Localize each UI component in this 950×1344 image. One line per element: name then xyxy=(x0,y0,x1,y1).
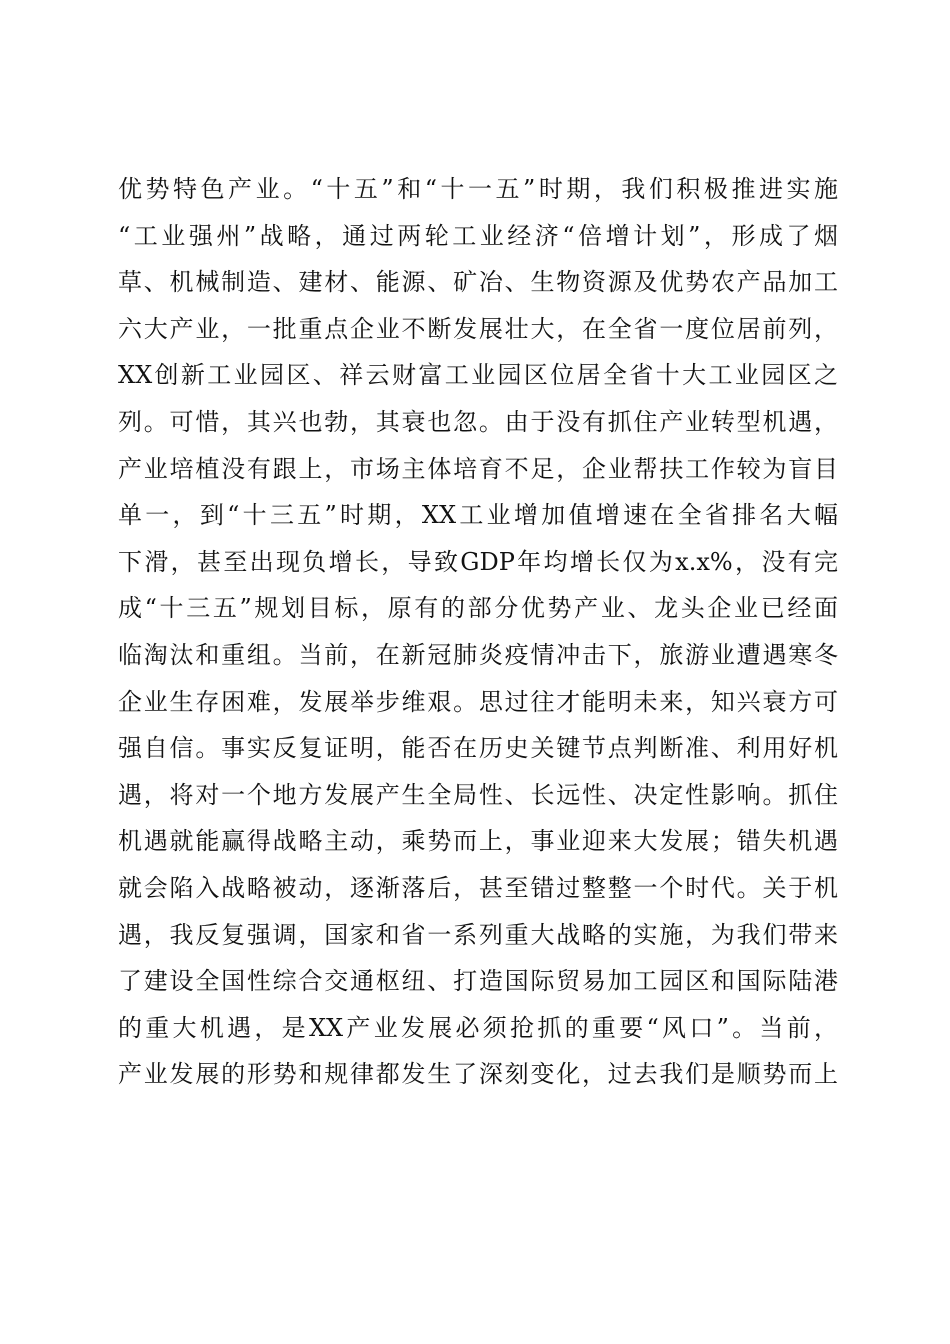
text-line: 产业发展的形势和规律都发生了深刻变化，过去我们是顺势而上 xyxy=(118,1060,838,1089)
text-line: 草、机械制造、建材、能源、矿冶、生物资源及优势农产品加工 xyxy=(118,268,838,297)
text-line: 企业生存困难，发展举步维艰。思过往才能明未来，知兴衰方可 xyxy=(118,687,838,716)
text-line: 产业培植没有跟上，市场主体培育不足，企业帮扶工作较为盲目 xyxy=(118,454,838,483)
text-line: 成“十三五”规划目标，原有的部分优势产业、龙头企业已经面 xyxy=(118,594,838,623)
text-line: 六大产业，一批重点企业不断发展壮大，在全省一度位居前列， xyxy=(118,314,838,343)
text-line: 遇，我反复强调，国家和省一系列重大战略的实施，为我们带来 xyxy=(118,920,838,949)
text-line: “工业强州”战略，通过两轮工业经济“倍增计划”，形成了烟 xyxy=(118,221,838,250)
text-line: 机遇就能赢得战略主动，乘势而上，事业迎来大发展；错失机遇 xyxy=(118,827,838,856)
text-line: 遇，将对一个地方发展产生全局性、长远性、决定性影响。抓住 xyxy=(118,780,838,809)
text-line: 下滑，甚至出现负增长，导致GDP年均增长仅为x.x%，没有完 xyxy=(118,547,838,576)
text-line: 就会陷入战略被动，逐渐落后，甚至错过整整一个时代。关于机 xyxy=(118,873,838,902)
text-line: 的重大机遇，是XX产业发展必须抢抓的重要“风口”。当前， xyxy=(118,1013,838,1042)
text-line: 强自信。事实反复证明，能否在历史关键节点判断准、利用好机 xyxy=(118,734,838,763)
text-line: 临淘汰和重组。当前，在新冠肺炎疫情冲击下，旅游业遭遇寒冬 xyxy=(118,640,838,669)
text-line: XX创新工业园区、祥云财富工业园区位居全省十大工业园区之 xyxy=(118,361,838,390)
text-line: 优势特色产业。“十五”和“十一五”时期，我们积极推进实施 xyxy=(118,175,838,203)
text-line: 了建设全国性综合交通枢纽、打造国际贸易加工园区和国际陆港 xyxy=(118,967,838,996)
text-line: 列。可惜，其兴也勃，其衰也忽。由于没有抓住产业转型机遇， xyxy=(118,407,838,436)
text-line: 单一，到“十三五”时期，XX工业增加值增速在全省排名大幅 xyxy=(118,501,838,530)
body-paragraph xyxy=(118,166,838,1098)
